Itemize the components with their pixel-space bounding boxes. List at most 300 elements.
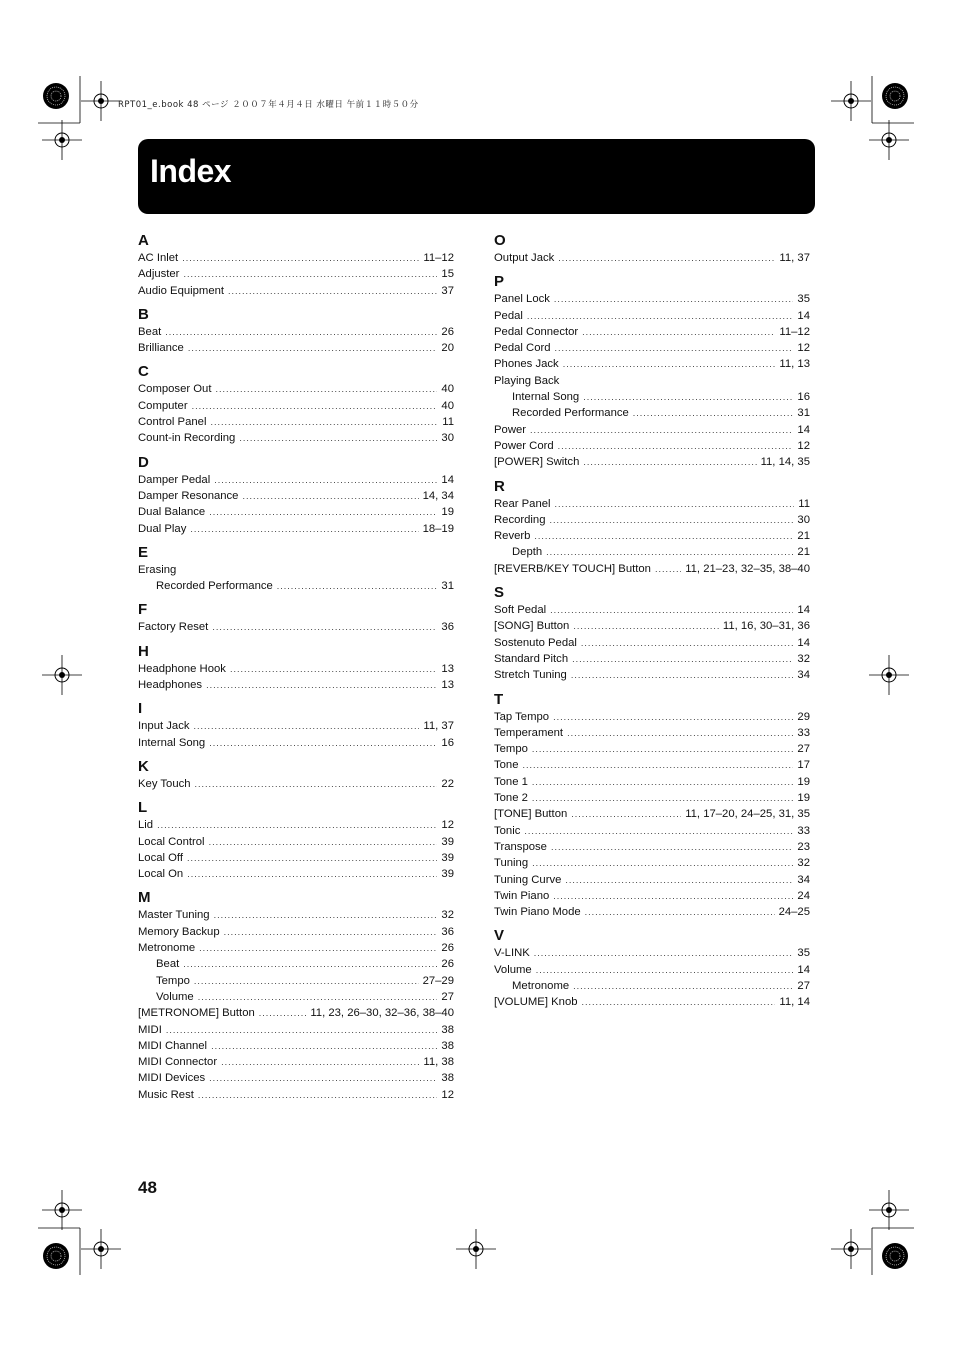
dot-leader bbox=[582, 994, 776, 1010]
entry-term: Count-in Recording bbox=[138, 432, 236, 445]
dot-leader bbox=[165, 324, 437, 340]
index-entry bbox=[494, 855, 810, 871]
index-entry bbox=[494, 651, 810, 667]
entry-pages: 14 bbox=[441, 473, 454, 486]
dot-leader bbox=[555, 496, 795, 512]
index-entry bbox=[494, 324, 810, 340]
index-entry bbox=[494, 356, 810, 372]
entry-pages: 40 bbox=[441, 383, 454, 396]
index-entry bbox=[138, 562, 454, 578]
entry-term: Twin Piano bbox=[494, 889, 550, 902]
entry-term: Output Jack bbox=[494, 252, 555, 264]
index-entry bbox=[494, 945, 810, 961]
dot-leader bbox=[582, 324, 775, 340]
entry-pages: 11, 14 bbox=[779, 996, 810, 1009]
entry-term: Lid bbox=[138, 819, 154, 832]
dot-leader bbox=[209, 1070, 437, 1086]
index-entry bbox=[138, 521, 454, 537]
section-letter: F bbox=[138, 601, 148, 619]
dot-leader bbox=[567, 725, 793, 741]
index-section-e bbox=[138, 544, 454, 595]
index-entry bbox=[494, 291, 810, 307]
dot-leader bbox=[553, 888, 793, 904]
dot-leader bbox=[571, 806, 681, 822]
index-entry bbox=[138, 1070, 454, 1086]
index-section-o bbox=[494, 232, 810, 266]
entry-term: Panel Lock bbox=[494, 293, 550, 306]
dot-leader bbox=[550, 512, 794, 528]
entry-pages: 16 bbox=[441, 736, 454, 749]
entry-pages: 11, 38 bbox=[423, 1056, 454, 1069]
dot-leader bbox=[215, 381, 437, 397]
entry-pages: 14 bbox=[797, 963, 810, 976]
dot-leader bbox=[194, 973, 419, 989]
entry-term: Beat bbox=[138, 325, 162, 338]
entry-term: Local On bbox=[138, 868, 184, 881]
dot-leader bbox=[199, 940, 437, 956]
section-letter: R bbox=[494, 477, 505, 495]
index-section-f bbox=[138, 601, 454, 635]
entry-term: MIDI Connector bbox=[138, 1056, 218, 1069]
dot-leader bbox=[532, 855, 793, 871]
index-section-l bbox=[138, 799, 454, 882]
dot-leader bbox=[187, 866, 437, 882]
entry-pages: 21 bbox=[797, 546, 810, 559]
entry-pages: 26 bbox=[441, 325, 454, 338]
dot-leader bbox=[583, 389, 793, 405]
index-entry bbox=[138, 1005, 454, 1021]
entry-pages: 32 bbox=[797, 652, 810, 665]
entry-term: Tone bbox=[494, 759, 519, 772]
index-entry bbox=[138, 866, 454, 882]
entry-term: [VOLUME] Knob bbox=[494, 996, 578, 1009]
entry-pages: 11 bbox=[442, 416, 454, 429]
dot-leader bbox=[530, 422, 793, 438]
dot-leader bbox=[572, 651, 793, 667]
dot-leader bbox=[198, 989, 438, 1005]
dot-leader bbox=[182, 250, 419, 266]
section-letter: P bbox=[494, 273, 505, 291]
dot-leader bbox=[532, 790, 794, 806]
page-title: Index bbox=[150, 153, 232, 189]
index-entry bbox=[138, 956, 454, 972]
section-letter: O bbox=[494, 232, 506, 249]
index-entry bbox=[494, 250, 810, 266]
index-entry bbox=[138, 973, 454, 989]
dot-leader bbox=[198, 1087, 438, 1103]
entry-term: Tempo bbox=[156, 974, 190, 987]
section-letter: A bbox=[138, 232, 149, 249]
entry-pages: 33 bbox=[797, 726, 810, 739]
entry-term: Temperament bbox=[494, 726, 564, 739]
entry-pages: 11–12 bbox=[423, 252, 454, 264]
section-letter: D bbox=[138, 453, 149, 471]
entry-pages: 14 bbox=[797, 423, 810, 436]
index-entry bbox=[494, 635, 810, 651]
index-entry bbox=[138, 1038, 454, 1054]
title-bar bbox=[138, 139, 815, 214]
dot-leader bbox=[188, 340, 438, 356]
entry-pages: 38 bbox=[441, 1039, 454, 1052]
dot-leader bbox=[553, 709, 793, 725]
index-entry bbox=[494, 725, 810, 741]
index-section-m bbox=[138, 889, 454, 1103]
entry-term: Brilliance bbox=[138, 342, 184, 355]
index-entry bbox=[494, 806, 810, 822]
entry-pages: 19 bbox=[797, 792, 810, 805]
section-letter: V bbox=[494, 927, 505, 945]
index-entry bbox=[494, 618, 810, 634]
entry-pages: 21 bbox=[797, 530, 810, 543]
dot-leader bbox=[585, 904, 775, 920]
entry-pages: 23 bbox=[797, 840, 810, 853]
dot-leader bbox=[209, 504, 437, 520]
section-letter: C bbox=[138, 363, 149, 381]
entry-pages: 11, 37 bbox=[423, 720, 454, 733]
index-entry bbox=[494, 790, 810, 806]
entry-pages: 26 bbox=[441, 958, 454, 971]
dot-leader bbox=[655, 561, 681, 577]
entry-term: Input Jack bbox=[138, 720, 190, 733]
index-entry bbox=[494, 978, 810, 994]
dot-leader bbox=[183, 956, 437, 972]
index-entry bbox=[138, 1022, 454, 1038]
entry-pages: 14 bbox=[797, 309, 810, 322]
index-entry bbox=[138, 488, 454, 504]
entry-term: Dual Play bbox=[138, 522, 187, 535]
entry-term: Metronome bbox=[512, 979, 570, 992]
entry-pages: 11, 16, 30–31, 36 bbox=[722, 620, 810, 633]
index-entry bbox=[138, 924, 454, 940]
entry-term: Soft Pedal bbox=[494, 604, 547, 617]
entry-term: Recording bbox=[494, 513, 546, 526]
entry-term: Damper Pedal bbox=[138, 473, 211, 486]
index-entry bbox=[138, 661, 454, 677]
index-entry bbox=[138, 414, 454, 430]
dot-leader bbox=[228, 283, 437, 299]
index-section-r bbox=[494, 478, 810, 577]
entry-term: MIDI Channel bbox=[138, 1039, 208, 1052]
entry-pages: 11–12 bbox=[779, 325, 810, 338]
entry-term: Adjuster bbox=[138, 268, 180, 281]
entry-term: Composer Out bbox=[138, 383, 212, 396]
entry-term: Internal Song bbox=[138, 736, 206, 749]
dot-leader bbox=[524, 823, 793, 839]
entry-pages: 31 bbox=[441, 580, 454, 593]
entry-term: Master Tuning bbox=[138, 909, 210, 922]
entry-term: [REVERB/KEY TOUCH] Button bbox=[494, 562, 651, 575]
index-column-left bbox=[138, 232, 454, 1110]
dot-leader bbox=[532, 774, 794, 790]
entry-pages: 39 bbox=[441, 835, 454, 848]
dot-leader bbox=[581, 635, 794, 651]
entry-term: Pedal Connector bbox=[494, 325, 579, 338]
dot-leader bbox=[214, 907, 438, 923]
index-entry bbox=[494, 904, 810, 920]
entry-term: Audio Equipment bbox=[138, 284, 225, 297]
dot-leader bbox=[239, 430, 437, 446]
index-section-d bbox=[138, 454, 454, 537]
entry-pages: 14, 34 bbox=[422, 489, 454, 502]
entry-pages: 17 bbox=[797, 759, 810, 772]
index-entry bbox=[138, 989, 454, 1005]
index-entry bbox=[494, 308, 810, 324]
dot-leader bbox=[571, 667, 794, 683]
dot-leader bbox=[242, 488, 418, 504]
entry-term: Memory Backup bbox=[138, 925, 220, 938]
entry-pages: 12 bbox=[797, 439, 810, 452]
entry-pages: 37 bbox=[441, 284, 454, 297]
entry-term: [TONE] Button bbox=[494, 808, 568, 821]
index-entry bbox=[494, 774, 810, 790]
entry-term: Metronome bbox=[138, 942, 196, 955]
index-entry bbox=[138, 283, 454, 299]
entry-pages: 36 bbox=[441, 925, 454, 938]
dot-leader bbox=[259, 1005, 307, 1021]
index-entry bbox=[138, 381, 454, 397]
index-entry bbox=[138, 578, 454, 594]
index-entry bbox=[494, 340, 810, 356]
entry-pages: 27 bbox=[441, 990, 454, 1003]
entry-pages: 31 bbox=[797, 407, 810, 420]
entry-term: Tuning Curve bbox=[494, 873, 562, 886]
entry-pages: 16 bbox=[797, 391, 810, 404]
index-entry bbox=[138, 735, 454, 751]
entry-term: Sostenuto Pedal bbox=[494, 636, 577, 649]
index-entry bbox=[494, 872, 810, 888]
entry-term: Pedal Cord bbox=[494, 342, 551, 355]
index-entry bbox=[494, 602, 810, 618]
dot-leader bbox=[195, 776, 438, 792]
dot-leader bbox=[224, 924, 438, 940]
dot-leader bbox=[558, 438, 794, 454]
index-entry bbox=[494, 667, 810, 683]
entry-pages: 18–19 bbox=[422, 522, 454, 535]
dot-leader bbox=[230, 661, 437, 677]
entry-pages: 11, 21–23, 32–35, 38–40 bbox=[685, 562, 810, 575]
entry-term: [SONG] Button bbox=[494, 620, 570, 633]
dot-leader bbox=[546, 544, 793, 560]
entry-pages: 39 bbox=[441, 851, 454, 864]
index-section-k bbox=[138, 758, 454, 792]
entry-pages: 26 bbox=[441, 942, 454, 955]
entry-pages: 30 bbox=[441, 432, 454, 445]
entry-pages: 19 bbox=[797, 775, 810, 788]
index-entry bbox=[494, 994, 810, 1010]
index-section-s bbox=[494, 584, 810, 683]
entry-pages: 12 bbox=[797, 342, 810, 355]
index-entry bbox=[494, 528, 810, 544]
index-entry bbox=[494, 512, 810, 528]
entry-pages: 15 bbox=[441, 268, 454, 281]
entry-term: Local Off bbox=[138, 851, 184, 864]
entry-term: Pedal bbox=[494, 309, 523, 322]
entry-term: Headphones bbox=[138, 679, 203, 692]
dot-leader bbox=[190, 521, 418, 537]
dot-leader bbox=[633, 405, 794, 421]
dot-leader bbox=[551, 839, 793, 855]
entry-pages: 13 bbox=[441, 679, 454, 692]
dot-leader bbox=[583, 454, 756, 470]
page-number: 48 bbox=[138, 1178, 157, 1197]
section-letter: M bbox=[138, 889, 151, 907]
entry-pages: 14 bbox=[797, 636, 810, 649]
dot-leader bbox=[192, 398, 438, 414]
entry-term: Key Touch bbox=[138, 777, 191, 790]
dot-leader bbox=[550, 602, 793, 618]
index-column-right bbox=[494, 232, 810, 1018]
index-entry bbox=[138, 340, 454, 356]
index-section-p bbox=[494, 273, 810, 470]
entry-pages: 13 bbox=[441, 662, 454, 675]
index-section-h bbox=[138, 643, 454, 694]
entry-term: Power Cord bbox=[494, 439, 554, 452]
entry-term: Volume bbox=[156, 990, 194, 1003]
index-entry bbox=[494, 962, 810, 978]
index-entry bbox=[138, 266, 454, 282]
entry-pages: 11, 14, 35 bbox=[760, 456, 810, 469]
section-letter: I bbox=[138, 700, 143, 718]
entry-term: Tempo bbox=[494, 743, 528, 756]
entry-pages: 38 bbox=[441, 1072, 454, 1085]
entry-pages: 11, 17–20, 24–25, 31, 35 bbox=[685, 808, 810, 821]
dot-leader bbox=[187, 850, 437, 866]
index-entry bbox=[138, 817, 454, 833]
entry-term: Erasing bbox=[138, 563, 177, 576]
dot-leader bbox=[573, 618, 719, 634]
index-entry bbox=[494, 389, 810, 405]
dot-leader bbox=[211, 1038, 437, 1054]
index-entry bbox=[138, 677, 454, 693]
entry-pages: 34 bbox=[797, 873, 810, 886]
dot-leader bbox=[573, 978, 793, 994]
index-entry bbox=[138, 472, 454, 488]
entry-term: Volume bbox=[494, 963, 532, 976]
index-entry bbox=[494, 405, 810, 421]
dot-leader bbox=[536, 962, 794, 978]
entry-pages: 35 bbox=[797, 947, 810, 960]
dot-leader bbox=[555, 340, 794, 356]
index-entry bbox=[138, 398, 454, 414]
section-letter: T bbox=[494, 690, 504, 708]
dot-leader bbox=[523, 757, 794, 773]
entry-term: Tuning bbox=[494, 857, 529, 870]
dot-leader bbox=[221, 1054, 419, 1070]
entry-pages: 22 bbox=[441, 777, 454, 790]
entry-term: Playing Back bbox=[494, 374, 560, 387]
entry-pages: 14 bbox=[797, 604, 810, 617]
entry-pages: 11, 23, 26–30, 32–36, 38–40 bbox=[310, 1007, 454, 1020]
dot-leader bbox=[534, 945, 794, 961]
entry-term: Recorded Performance bbox=[512, 407, 629, 420]
index-entry bbox=[494, 496, 810, 512]
entry-term: Transpose bbox=[494, 840, 547, 853]
entry-term: Local Control bbox=[138, 835, 205, 848]
index-section-a bbox=[138, 232, 454, 299]
entry-term: Tap Tempo bbox=[494, 710, 550, 723]
index-entry bbox=[494, 741, 810, 757]
entry-pages: 33 bbox=[797, 824, 810, 837]
index-entry bbox=[494, 839, 810, 855]
file-header-line: RPT01_e.book 48 ページ ２００７年４月４日 水曜日 午前１１時５０分 bbox=[118, 100, 419, 110]
entry-pages: 19 bbox=[441, 506, 454, 519]
index-section-i bbox=[138, 700, 454, 751]
index-entry bbox=[494, 422, 810, 438]
index-entry bbox=[494, 438, 810, 454]
entry-term: Tone 1 bbox=[494, 775, 528, 788]
entry-pages: 24 bbox=[797, 889, 810, 902]
section-letter: K bbox=[138, 757, 149, 775]
section-letter: E bbox=[138, 543, 149, 561]
dot-leader bbox=[532, 741, 794, 757]
dot-leader bbox=[554, 291, 794, 307]
dot-leader bbox=[277, 578, 438, 594]
entry-term: Music Rest bbox=[138, 1088, 194, 1101]
entry-term: Recorded Performance bbox=[156, 580, 273, 593]
index-entry bbox=[138, 430, 454, 446]
index-entry bbox=[138, 1087, 454, 1103]
index-entry bbox=[494, 757, 810, 773]
index-entry bbox=[138, 850, 454, 866]
index-entry bbox=[138, 940, 454, 956]
entry-term: Computer bbox=[138, 399, 188, 412]
index-entry bbox=[494, 373, 810, 389]
entry-term: Internal Song bbox=[512, 391, 580, 404]
dot-leader bbox=[206, 677, 437, 693]
index-entry bbox=[138, 1054, 454, 1070]
entry-term: Dual Balance bbox=[138, 506, 206, 519]
entry-term: Reverb bbox=[494, 530, 531, 543]
index-entry bbox=[494, 454, 810, 470]
section-letter: B bbox=[138, 305, 149, 323]
entry-term: MIDI Devices bbox=[138, 1072, 206, 1085]
index-entry bbox=[494, 709, 810, 725]
index-entry bbox=[138, 718, 454, 734]
entry-term: Stretch Tuning bbox=[494, 669, 567, 682]
entry-pages: 35 bbox=[797, 293, 810, 306]
dot-leader bbox=[558, 250, 775, 266]
index-entry bbox=[494, 561, 810, 577]
index-entry bbox=[138, 504, 454, 520]
entry-pages: 11, 13 bbox=[779, 358, 810, 371]
dot-leader bbox=[534, 528, 793, 544]
index-entry bbox=[138, 834, 454, 850]
entry-pages: 27 bbox=[797, 743, 810, 756]
entry-pages: 20 bbox=[441, 342, 454, 355]
index-entry bbox=[138, 324, 454, 340]
entry-term: Factory Reset bbox=[138, 621, 209, 634]
entry-term: Control Panel bbox=[138, 416, 207, 429]
entry-pages: 32 bbox=[797, 857, 810, 870]
entry-pages: 32 bbox=[441, 909, 454, 922]
entry-pages: 39 bbox=[441, 868, 454, 881]
dot-leader bbox=[157, 817, 437, 833]
dot-leader bbox=[212, 619, 437, 635]
entry-pages: 29 bbox=[797, 710, 810, 723]
index-entry bbox=[138, 619, 454, 635]
entry-term: Phones Jack bbox=[494, 358, 559, 371]
entry-term: Power bbox=[494, 423, 527, 436]
entry-pages: 11 bbox=[798, 497, 810, 510]
entry-pages: 12 bbox=[441, 819, 454, 832]
entry-term: Twin Piano Mode bbox=[494, 906, 581, 919]
entry-pages: 38 bbox=[441, 1023, 454, 1036]
dot-leader bbox=[527, 308, 794, 324]
section-letter: L bbox=[138, 799, 148, 817]
entry-term: AC Inlet bbox=[138, 252, 179, 264]
entry-term: Rear Panel bbox=[494, 497, 551, 510]
dot-leader bbox=[183, 266, 437, 282]
